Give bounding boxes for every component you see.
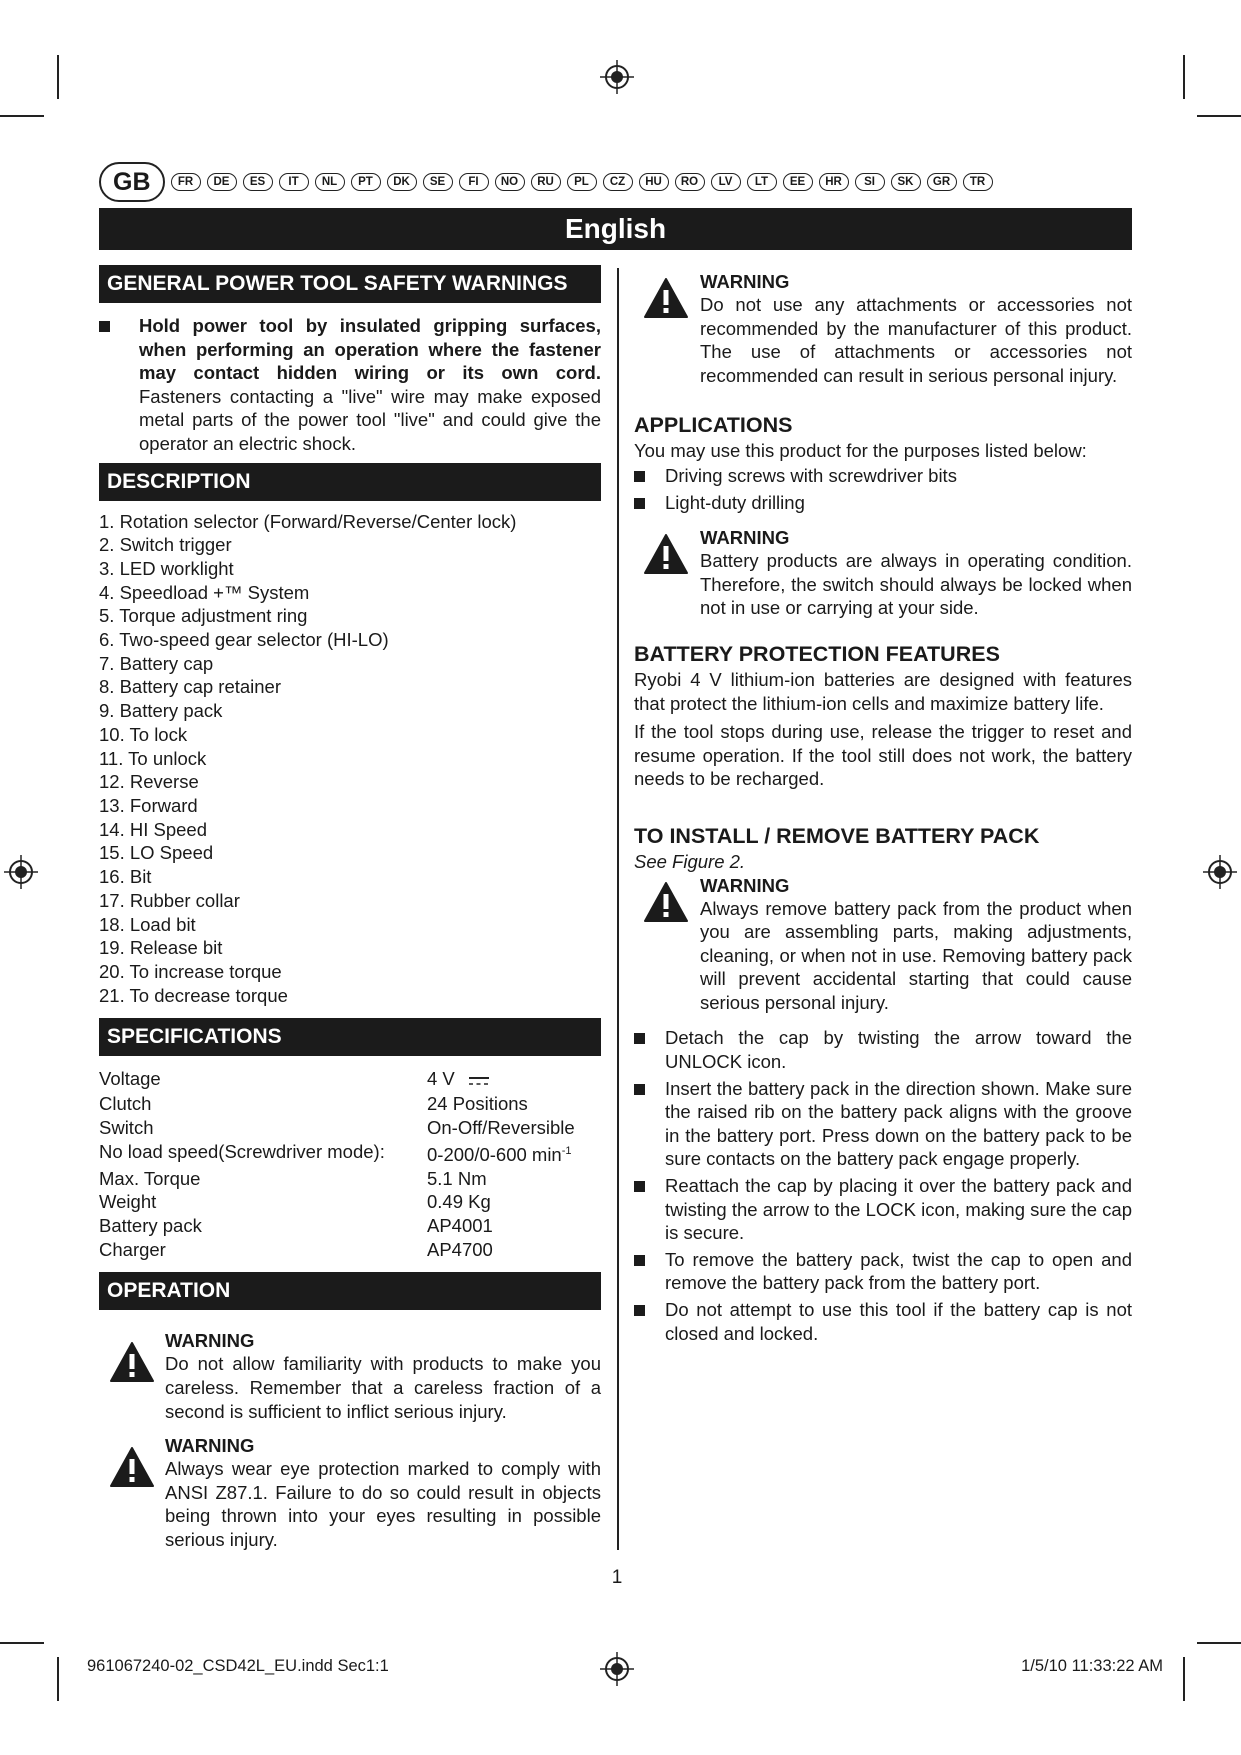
dc-voltage-icon <box>468 1069 490 1093</box>
crop-mark <box>1197 1642 1241 1644</box>
safety-bold-text: Hold power tool by insulated gripping surfaces, when performing an operation where the fastener may contact hidden wiring or its own cord. <box>139 315 601 384</box>
language-tag: HU <box>639 173 669 191</box>
spec-label: Weight <box>99 1191 157 1213</box>
warning-title: WARNING <box>700 527 790 549</box>
list-item <box>99 314 601 456</box>
list-item: 6. Two-speed gear selector (HI-LO) <box>99 629 389 651</box>
list-item: 12. Reverse <box>99 771 199 793</box>
warning-box <box>643 270 1132 387</box>
language-tag: PL <box>567 173 597 191</box>
list-item: 13. Forward <box>99 795 198 816</box>
list-item: Driving screws with screwdriver bits <box>634 464 1132 488</box>
left-column <box>99 265 601 1552</box>
list-item: 9. Battery pack <box>99 700 223 722</box>
crop-mark <box>1197 115 1241 117</box>
warning-title: WARNING <box>700 874 790 896</box>
spec-value: AP4700 <box>427 1238 493 1260</box>
section-heading-install-battery: TO INSTALL / REMOVE BATTERY PACK <box>634 823 1040 848</box>
section-heading-applications: APPLICATIONS <box>634 413 793 438</box>
spec-value: 4 V <box>427 1067 601 1092</box>
language-tag: RU <box>531 173 561 191</box>
language-current: GB <box>99 162 165 202</box>
column-divider <box>617 268 619 1550</box>
spec-value: 0.49 Kg <box>427 1191 491 1213</box>
language-tag: SE <box>423 173 453 191</box>
language-tag: DE <box>207 173 237 191</box>
language-selector <box>99 163 999 201</box>
section-heading-specifications: SPECIFICATIONS <box>99 1018 601 1056</box>
language-tag: LT <box>747 173 777 191</box>
list-item: 11. To unlock <box>99 747 207 769</box>
language-tag: HR <box>819 173 849 191</box>
spec-value: 24 Positions <box>427 1093 528 1115</box>
spec-label: Clutch <box>99 1093 152 1115</box>
spec-value: 5.1 Nm <box>427 1167 487 1189</box>
list-item: 19. Release bit <box>99 937 223 959</box>
section-heading-operation: OPERATION <box>99 1272 601 1310</box>
list-item: 1. Rotation selector (Forward/Reverse/Center lock) <box>99 510 517 532</box>
list-item: 8. Battery cap retainer <box>99 676 282 698</box>
language-tag: PT <box>351 173 381 191</box>
page-number: 1 <box>611 1567 623 1588</box>
warning-triangle-icon <box>99 1434 165 1551</box>
warning-text: Always remove battery pack from the product when you are assembling parts, making adjustments, cleaning, or when not in use. Removing battery pack will prevent accidental starting that could cause serious personal injury. <box>700 897 1132 1013</box>
crop-mark <box>1183 55 1185 99</box>
list-item: 2. Switch trigger <box>99 534 232 556</box>
warning-text: Do not use any attachments or accessories not recommended by the manufacturer of this product. The use of attachments or accessories not recommended can result in serious personal injury. <box>700 294 1132 386</box>
safety-text: Fasteners contacting a "live" wire may make exposed metal parts of the power tool "live" and could give the operator an electric shock. <box>139 385 601 454</box>
warning-triangle-icon <box>99 1329 165 1423</box>
list-item: 15. LO Speed <box>99 842 214 864</box>
warning-title: WARNING <box>165 1330 255 1352</box>
language-tag: SK <box>891 173 921 191</box>
list-item: 4. Speedload +™ System <box>99 581 310 603</box>
bullet-square-icon <box>634 1255 645 1266</box>
list-item: 3. LED worklight <box>99 557 234 579</box>
language-tag: FR <box>171 173 201 191</box>
paragraph: Ryobi 4 V lithium-ion batteries are designed with features that protect the lithium-ion cells and maximize battery life. <box>634 668 1132 714</box>
language-tag: NO <box>495 173 525 191</box>
warning-triangle-icon <box>643 874 700 1015</box>
list-item: 16. Bit <box>99 866 152 888</box>
bullet-square-icon <box>634 1181 645 1192</box>
specifications-table <box>99 1067 601 1261</box>
spec-label: Voltage <box>99 1068 161 1090</box>
applications-intro: You may use this product for the purposes listed below: <box>634 440 1087 462</box>
crop-mark <box>0 115 44 117</box>
crop-mark <box>57 55 59 99</box>
bullet-square-icon <box>99 321 110 332</box>
warning-title: WARNING <box>165 1435 255 1457</box>
language-banner: English <box>99 208 1132 250</box>
bullet-square-icon <box>634 1033 645 1044</box>
warning-text: Do not allow familiarity with products to make you careless. Remember that a careless fraction of a second is sufficient to inflict serious injury. <box>165 1353 601 1422</box>
list-item: 17. Rubber collar <box>99 889 240 911</box>
warning-triangle-icon <box>643 526 700 620</box>
bullet-square-icon <box>634 471 645 482</box>
spec-value: On-Off/Reversible <box>427 1116 575 1138</box>
list-item: Detach the cap by twisting the arrow toward the UNLOCK icon. <box>634 1026 1132 1073</box>
warning-text: Battery products are always in operating condition. Therefore, the switch should always be locked when not in use or carrying at your side. <box>700 550 1132 619</box>
list-item: 14. HI Speed <box>99 818 207 840</box>
list-item: Reattach the cap by placing it over the battery pack and twisting the arrow to the LOCK icon, making sure the cap is secure. <box>634 1174 1132 1245</box>
footer-timestamp: 1/5/10 11:33:22 AM <box>1021 1657 1163 1675</box>
section-heading-description: DESCRIPTION <box>99 463 601 501</box>
list-item: 18. Load bit <box>99 913 196 935</box>
bullet-square-icon <box>634 498 645 509</box>
figure-reference: See Figure 2. <box>634 850 746 872</box>
registration-mark-icon <box>4 855 38 889</box>
list-item: Insert the battery pack in the direction shown. Make sure the raised rib on the battery pack aligns with the groove in the battery port. Press down on the battery pack to be sure contacts on the battery pack engage properly. <box>634 1077 1132 1171</box>
section-heading-general-safety: GENERAL POWER TOOL SAFETY WARNINGS <box>99 265 601 303</box>
spec-label: Charger <box>99 1238 166 1260</box>
language-tag: GR <box>927 173 957 191</box>
warning-box <box>643 874 1132 1015</box>
language-tag: NL <box>315 173 345 191</box>
description-list <box>99 510 601 1008</box>
bullet-square-icon <box>634 1084 645 1095</box>
language-tag: CZ <box>603 173 633 191</box>
warning-box <box>643 526 1132 620</box>
list-item: 7. Battery cap <box>99 652 214 674</box>
language-tag: DK <box>387 173 417 191</box>
bullet-square-icon <box>634 1305 645 1316</box>
crop-mark <box>0 1642 44 1644</box>
paragraph: If the tool stops during use, release the trigger to reset and resume operation. If the tool still does not work, the battery needs to be recharged. <box>634 721 1132 790</box>
list-item: 20. To increase torque <box>99 960 282 982</box>
list-item: Light-duty drilling <box>634 491 1132 515</box>
warning-triangle-icon <box>643 270 700 387</box>
section-heading-battery-protection: BATTERY PROTECTION FEATURES <box>634 641 1000 666</box>
spec-label: Battery pack <box>99 1214 202 1236</box>
language-tag: SI <box>855 173 885 191</box>
registration-mark-icon <box>600 1652 634 1686</box>
spec-label: Switch <box>99 1116 154 1138</box>
list-item: To remove the battery pack, twist the cap to open and remove the battery pack from the battery port. <box>634 1248 1132 1295</box>
warning-text: Always wear eye protection marked to comply with ANSI Z87.1. Failure to do so could result in objects being thrown into your eyes resulting in possible serious injury. <box>165 1458 601 1550</box>
warning-box <box>99 1329 601 1423</box>
registration-mark-icon <box>1203 855 1237 889</box>
warning-box <box>99 1434 601 1551</box>
language-tag: IT <box>279 173 309 191</box>
registration-mark-icon <box>600 60 634 94</box>
crop-mark <box>1183 1657 1185 1701</box>
language-tag: RO <box>675 173 705 191</box>
list-item: Do not attempt to use this tool if the battery cap is not closed and locked. <box>634 1298 1132 1345</box>
language-tag: LV <box>711 173 741 191</box>
crop-mark <box>57 1657 59 1701</box>
language-tag: ES <box>243 173 273 191</box>
spec-value: AP4001 <box>427 1214 493 1236</box>
list-item: 10. To lock <box>99 723 188 745</box>
spec-label: Max. Torque <box>99 1167 201 1189</box>
footer-file: 961067240-02_CSD42L_EU.indd Sec1:1 <box>87 1657 389 1675</box>
language-tag: EE <box>783 173 813 191</box>
right-column <box>634 270 1132 1345</box>
spec-value: 0-200/0-600 $\min^{-1}$ <box>427 1143 572 1165</box>
list-item: 5. Torque adjustment ring <box>99 605 308 627</box>
spec-label: No load speed(Screwdriver mode): <box>99 1140 385 1162</box>
list-item: 21. To decrease torque <box>99 984 288 1006</box>
warning-title: WARNING <box>700 271 790 292</box>
language-tag: FI <box>459 173 489 191</box>
language-tag: TR <box>963 173 993 191</box>
